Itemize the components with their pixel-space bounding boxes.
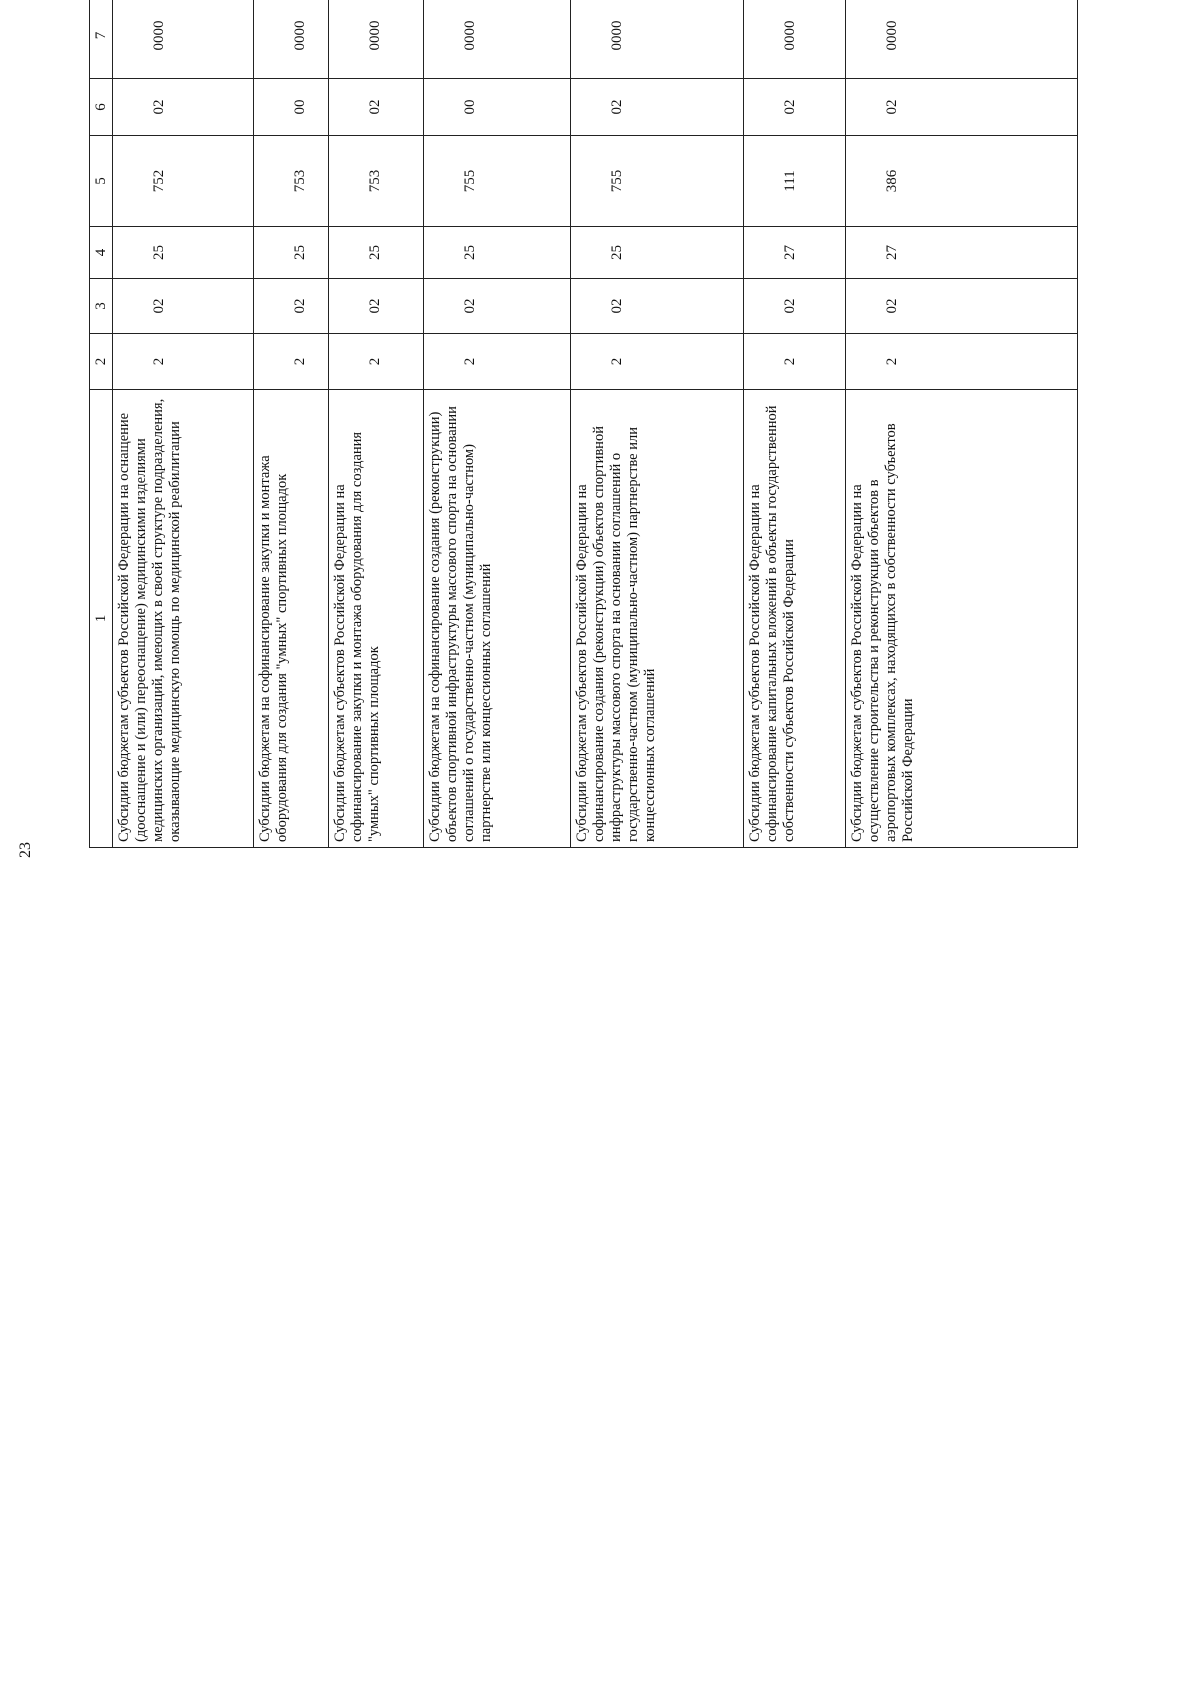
row-description: Субсидии бюджетам субъектов Российской Федерации на софинансирование закупки и монтажа оборудования для создания "умных" спортивных площадок bbox=[329, 390, 424, 848]
cell-code: 2 bbox=[846, 334, 1078, 390]
row-description: Субсидии бюджетам на софинансирование создания (реконструкции) объектов спортивной инфраструктуры массового спорта на основании соглашений о государственно-частном (муниципально-частном) партнерстве или концессионных соглашений bbox=[424, 390, 571, 848]
cell-code: 02 bbox=[846, 279, 1078, 334]
row-description: Субсидии бюджетам субъектов Российской Федерации на осуществление строительства и реконструкции объектов в аэропортовых комплексах, находящихся в собственности субъектов Российской Федерации bbox=[846, 390, 1078, 848]
cell-code: 25 bbox=[424, 227, 571, 279]
cell-code: 02 bbox=[254, 279, 329, 334]
table-row bbox=[571, 0, 744, 848]
cell-code: 02 bbox=[113, 279, 254, 334]
cell-code: 02 bbox=[329, 79, 424, 136]
cell-code: 00 bbox=[424, 79, 571, 136]
cell-code: 0000 bbox=[113, 0, 254, 79]
cell-code: 02 bbox=[329, 279, 424, 334]
cell-code: 0000 bbox=[846, 0, 1078, 79]
cell-code: 2 bbox=[113, 334, 254, 390]
column-header: 3 bbox=[90, 279, 113, 334]
cell-code: 02 bbox=[571, 79, 744, 136]
column-header: 2 bbox=[90, 334, 113, 390]
budget-table bbox=[89, 0, 1078, 848]
cell-code: 02 bbox=[744, 79, 846, 136]
cell-code: 02 bbox=[424, 279, 571, 334]
cell-code: 25 bbox=[113, 227, 254, 279]
cell-code: 25 bbox=[329, 227, 424, 279]
column-header: 4 bbox=[90, 227, 113, 279]
column-header: 7 bbox=[90, 0, 113, 79]
cell-code: 02 bbox=[744, 279, 846, 334]
column-header: 6 bbox=[90, 79, 113, 136]
cell-code: 25 bbox=[254, 227, 329, 279]
row-description: Субсидии бюджетам субъектов Российской Федерации на оснащение (дооснащение и (или) переоснащение) медицинскими изделиями медицинских организаций, имеющих в своей структуре подразделения, оказывающие медицинскую помощь по медицинской реабилитации bbox=[113, 390, 254, 848]
cell-code: 0000 bbox=[424, 0, 571, 79]
column-header: 1 bbox=[90, 390, 113, 848]
cell-code: 0000 bbox=[329, 0, 424, 79]
cell-code: 2 bbox=[571, 334, 744, 390]
cell-code: 27 bbox=[846, 227, 1078, 279]
cell-code: 02 bbox=[571, 279, 744, 334]
row-description: Субсидии бюджетам субъектов Российской Федерации на софинансирование капитальных вложений в объекты государственной собственности субъектов Российской Федерации bbox=[744, 390, 846, 848]
budget-table-rotated bbox=[89, 0, 1076, 848]
cell-code: 0000 bbox=[744, 0, 846, 79]
page-number: 23 bbox=[17, 842, 34, 858]
table-row bbox=[846, 0, 1078, 848]
cell-code: 25 bbox=[571, 227, 744, 279]
cell-code: 0000 bbox=[571, 0, 744, 79]
cell-code: 755 bbox=[424, 136, 571, 227]
cell-code: 753 bbox=[254, 136, 329, 227]
cell-code: 755 bbox=[571, 136, 744, 227]
table-header-row bbox=[90, 0, 113, 848]
cell-code: 752 bbox=[113, 136, 254, 227]
column-header: 5 bbox=[90, 136, 113, 227]
cell-code: 02 bbox=[846, 79, 1078, 136]
cell-code: 2 bbox=[329, 334, 424, 390]
cell-code: 2 bbox=[254, 334, 329, 390]
cell-code: 111 bbox=[744, 136, 846, 227]
cell-code: 2 bbox=[744, 334, 846, 390]
table-row bbox=[424, 0, 571, 848]
table-row bbox=[113, 0, 254, 848]
table-row bbox=[254, 0, 329, 848]
cell-code: 0000 bbox=[254, 0, 329, 79]
row-description: Субсидии бюджетам на софинансирование закупки и монтажа оборудования для создания "умных" спортивных площадок bbox=[254, 390, 329, 848]
cell-code: 00 bbox=[254, 79, 329, 136]
cell-code: 386 bbox=[846, 136, 1078, 227]
cell-code: 27 bbox=[744, 227, 846, 279]
cell-code: 2 bbox=[424, 334, 571, 390]
cell-code: 753 bbox=[329, 136, 424, 227]
table-row bbox=[329, 0, 424, 848]
row-description: Субсидии бюджетам субъектов Российской Федерации на софинансирование создания (реконструкции) объектов спортивной инфраструктуры массового спорта на основании соглашений о государственно-частном (муниципально-частном) партнерстве или концессионных соглашений bbox=[571, 390, 744, 848]
cell-code: 02 bbox=[113, 79, 254, 136]
table-row bbox=[744, 0, 846, 848]
